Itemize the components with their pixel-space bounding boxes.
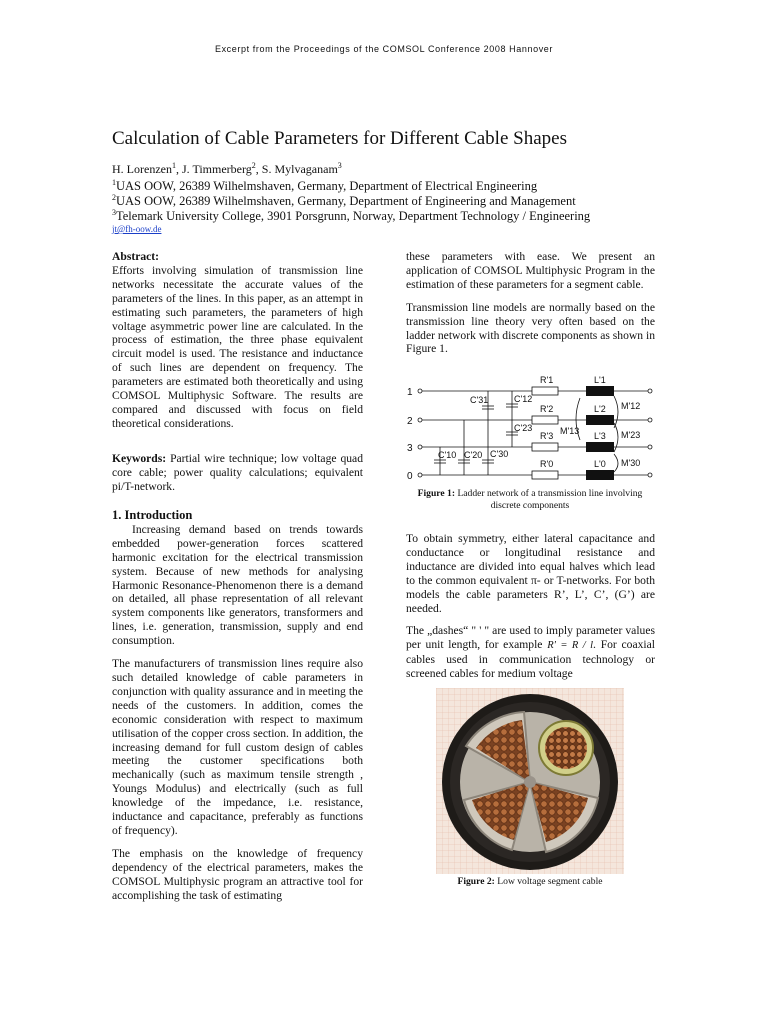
- node-label: 2: [407, 416, 413, 427]
- paragraph: To obtain symmetry, either lateral capacitance and conductance or longitudinal resistance and inductance are divided into equal halves which lead to the common equivalent π- or T-networks. For both models the cable parameters R’, L’, C’, (G’) are needed.: [406, 532, 655, 615]
- formula: R' = R / l: [547, 640, 594, 652]
- figure-1-caption: Figure 1: Ladder network of a transmission line involving discrete components: [417, 488, 643, 511]
- resistor-label: R'1: [540, 375, 554, 385]
- capacitor-label: C'10: [438, 450, 457, 460]
- running-header: Excerpt from the Proceedings of the COMSOL Conference 2008 Hannover: [214, 44, 554, 54]
- resistor-label: R'0: [540, 459, 554, 469]
- mutual-inductance-label: M'23: [621, 430, 641, 440]
- author-name: S. Mylvaganam: [261, 162, 338, 176]
- resistor-label: R'2: [540, 404, 554, 414]
- capacitor-label: C'20: [464, 450, 483, 460]
- introduction-section: [112, 509, 363, 902]
- affiliation: $^2$UAS OOW, 26389 Wilhelmshaven, Germany, Department of Engineering and Management: [112, 192, 576, 208]
- abstract-section: [112, 250, 363, 431]
- capacitor-label: C'30: [490, 449, 509, 459]
- paragraph: The manufacturers of transmission lines require also such detailed knowledge of cable parameters in conjunction with quality assurance and in meeting the needs of the customers. In addition, comes the economic consideration with respect to maximum utilisation of the copper cross section. In addition, the increasing demand for full custom design of cables meeting the customer specifications both mechanically (such as maximum tensile strength , Youngs Modulus) and electrically (such as full knowledge of the impedance, i.e. resistance, inductance and capacitance, preferably as functions of frequency).: [112, 657, 363, 837]
- inductor-label: L'1: [594, 375, 606, 385]
- keywords-section: [112, 452, 363, 494]
- paragraph: Transmission line models are normally based on the transmission line theory very often based on the ladder network with discrete components as shown in Figure 1.: [406, 300, 655, 356]
- paragraph: The „dashes“ " ' " are used to imply parameter values per unit length, for example R' = R / l. For coaxial cables used in communication technology or screened cables for medium voltage: [406, 624, 656, 681]
- author-name: H. Lorenzen: [112, 162, 172, 176]
- figure-2-caption: Figure 2: Low voltage segment cable: [457, 876, 603, 887]
- capacitor-label: C'23: [514, 423, 533, 433]
- node-label: 3: [407, 443, 413, 454]
- node-label: 0: [407, 471, 413, 482]
- inductor-label: L'3: [594, 431, 606, 441]
- affiliation: $^3$Telemark University College, 3901 Porsgrunn, Norway, Department Technology / Engineering: [112, 207, 591, 223]
- mutual-inductance-label: M'13: [560, 426, 580, 436]
- abstract-heading: Abstract:: [112, 250, 160, 263]
- paragraph: these parameters with ease. We present an application of COMSOL Multiphysic Program in the estimation of these parameters for a segment cable.: [406, 250, 655, 291]
- paper-title: Calculation of Cable Parameters for Different Cable Shapes: [112, 128, 567, 149]
- mutual-inductance-label: M'12: [621, 401, 641, 411]
- right-column-text-2: [406, 532, 655, 681]
- capacitor-label: C'31: [470, 395, 489, 405]
- resistor-label: R'3: [540, 431, 554, 441]
- affiliation: $^1$UAS OOW, 26389 Wilhelmshaven, Germany, Department of Electrical Engineering: [112, 177, 538, 193]
- author-list: H. Lorenzen$^1$, J. Timmerberg$^2$, S. Mylvaganam$^3$: [112, 161, 342, 176]
- keywords-text: Partial wire technique; low voltage quad core cable; power quality calculations; equivalent pi/T-network.: [112, 452, 363, 493]
- paragraph: Increasing demand based on trends towards embedded power-generation forces scattered harmonic excitation for the electrical transmission system. Because of new methods for analysing Harmonic Resonance-Phenomenon there is a demand on detailed, all phase representation of all relevant system components like generators, transformers and lines, i.e. generation, transmission, supply and end consumption.: [112, 522, 363, 648]
- email-link[interactable]: jt@fh-oow.de: [112, 224, 162, 234]
- inductor-label: L'0: [594, 459, 606, 469]
- section-heading: 1. Introduction: [112, 508, 193, 522]
- ladder-network-diagram: [404, 372, 658, 484]
- author-name: J. Timmerberg: [181, 162, 252, 176]
- keywords-label: Keywords:: [112, 452, 167, 465]
- right-column-text: [406, 250, 655, 356]
- node-label: 1: [407, 387, 413, 398]
- abstract-text: Efforts involving simulation of transmission line networks necessitate the accurate values of the parameters of the lines. In this paper, as an attempt in estimating such parameters, the parameters of high voltage asymmetric power line are calculated. In the process of estimation, the three phase equivalent circuit model is used. The resistance and inductance of such lines are dependent on frequency. The parameters are estimated both theoretically and using COMSOL Multiphysic Software. The results are compared and discussed with focus on field theoretical considerations.: [112, 263, 363, 430]
- capacitor-label: C'12: [514, 394, 533, 404]
- mutual-inductance-label: M'30: [621, 458, 641, 468]
- inductor-label: L'2: [594, 404, 606, 414]
- segment-cable-photo: [436, 688, 624, 874]
- paragraph: The emphasis on the knowledge of frequency dependency of the electrical parameters, makes the COMSOL Multiphysic program an attractive tool for accomplishing the task of estimating: [112, 846, 363, 902]
